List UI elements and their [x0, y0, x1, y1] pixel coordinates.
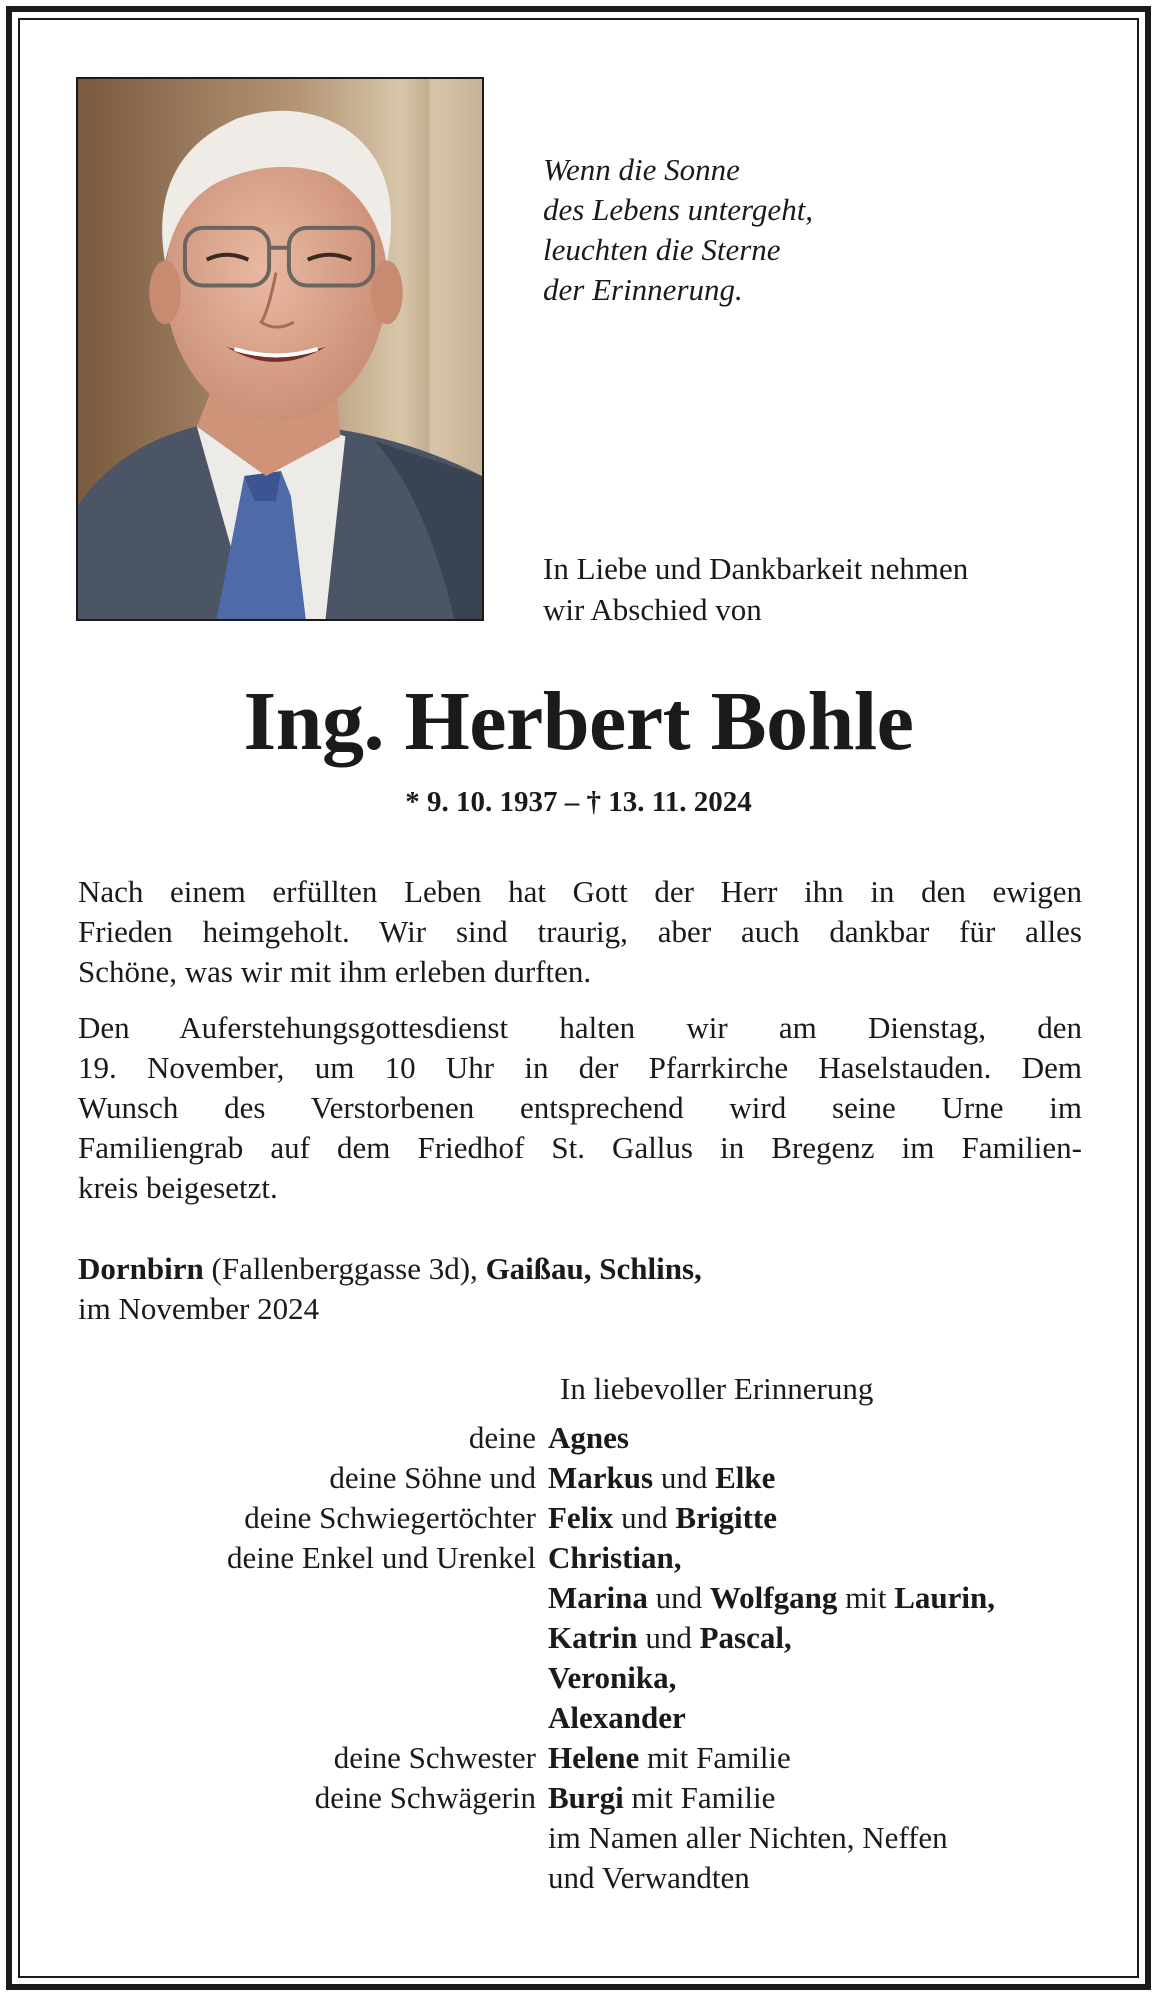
intro-line: wir Abschied von: [543, 592, 762, 627]
joiner: mit Familie: [639, 1740, 791, 1775]
family-name: Christian,: [548, 1540, 682, 1575]
family-row: [0, 1618, 1157, 1658]
quote: [543, 150, 813, 310]
family-row: [0, 1578, 1157, 1618]
family-name: Laurin,: [894, 1580, 995, 1615]
text-line: 19. November, um 10 Uhr in der Pfarrkirche Haselstauden. Dem: [78, 1050, 1082, 1085]
family-row: [0, 1658, 1157, 1698]
family-name: Pascal,: [699, 1620, 792, 1655]
quote-line: des Lebens untergeht,: [543, 192, 814, 227]
relation-label: deine Schwester: [333, 1740, 536, 1775]
relation-label: deine: [468, 1420, 536, 1455]
paragraph-passing: [78, 872, 1082, 992]
relation-label: deine Schwägerin: [314, 1780, 536, 1815]
family-name: Agnes: [548, 1420, 629, 1455]
text-line: kreis beigesetzt.: [78, 1170, 278, 1205]
place-others: Gaißau, Schlins,: [485, 1251, 702, 1286]
family-list: [0, 1418, 1157, 1898]
family-row: [0, 1538, 1157, 1578]
family-name: Helene: [548, 1740, 640, 1775]
family-name: Brigitte: [675, 1500, 777, 1535]
relation-label: deine Enkel und Urenkel: [226, 1540, 536, 1575]
text-line: Nach einem erfüllten Leben hat Gott der Herr ihn in den ewigen: [78, 874, 1082, 909]
joiner: und: [613, 1500, 676, 1535]
text-line: Frieden heimgeholt. Wir sind traurig, aber auch dankbar für alles: [78, 914, 1082, 949]
joiner: und: [647, 1580, 710, 1615]
quote-line: Wenn die Sonne: [543, 152, 740, 187]
life-dates: * 9. 10. 1937 – † 13. 11. 2024: [405, 786, 752, 818]
place-address: (Fallenberggasse 3d),: [203, 1251, 486, 1286]
family-name: Markus: [548, 1460, 654, 1495]
family-row: [0, 1738, 1157, 1778]
text-line: Wunsch des Verstorbenen entsprechend wird seine Urne im: [78, 1090, 1082, 1125]
intro-line: In Liebe und Dankbarkeit nehmen: [543, 551, 969, 586]
family-row: [0, 1778, 1157, 1818]
text-line: Den Auferstehungsgottesdienst halten wir am Dienstag, den: [78, 1010, 1082, 1045]
closing-text: und Verwandten: [548, 1860, 750, 1895]
family-name: Veronika,: [548, 1660, 677, 1695]
joiner: mit Familie: [623, 1780, 776, 1815]
intro-text: [543, 548, 968, 630]
family-row: [0, 1698, 1157, 1738]
place-and-date: [78, 1249, 702, 1329]
memory-line: In liebevoller Erinnerung: [560, 1371, 874, 1406]
family-name: Wolfgang: [709, 1580, 838, 1615]
family-row: [0, 1858, 1157, 1898]
paragraph-service: [78, 1008, 1082, 1208]
family-name: Katrin: [548, 1620, 638, 1655]
family-name: Alexander: [548, 1700, 686, 1735]
family-row: [0, 1818, 1157, 1858]
family-name: Burgi: [548, 1780, 624, 1815]
text-line: Familiengrab auf dem Friedhof St. Gallus in Bregenz im Familien-: [78, 1130, 1082, 1165]
quote-line: der Erinnerung.: [543, 272, 743, 307]
family-name: Felix: [548, 1500, 614, 1535]
joiner: und: [653, 1460, 716, 1495]
family-name: Elke: [715, 1460, 776, 1495]
text-line: Schöne, was wir mit ihm erleben durften.: [78, 954, 592, 989]
family-row: [0, 1498, 1157, 1538]
quote-line: leuchten die Sterne: [543, 232, 781, 267]
portrait-photo: [76, 77, 484, 621]
family-row: [0, 1418, 1157, 1458]
family-name: Marina: [548, 1580, 648, 1615]
family-row: [0, 1458, 1157, 1498]
joiner: und: [637, 1620, 700, 1655]
relation-label: deine Söhne und: [329, 1460, 536, 1495]
place-city: Dornbirn: [78, 1251, 204, 1286]
relation-label: deine Schwiegertöchter: [244, 1500, 536, 1535]
place-date: im November 2024: [78, 1291, 320, 1326]
closing-text: im Namen aller Nichten, Neffen: [548, 1820, 948, 1855]
deceased-name: Ing. Herbert Bohle: [243, 675, 914, 768]
joiner: mit: [837, 1580, 895, 1615]
